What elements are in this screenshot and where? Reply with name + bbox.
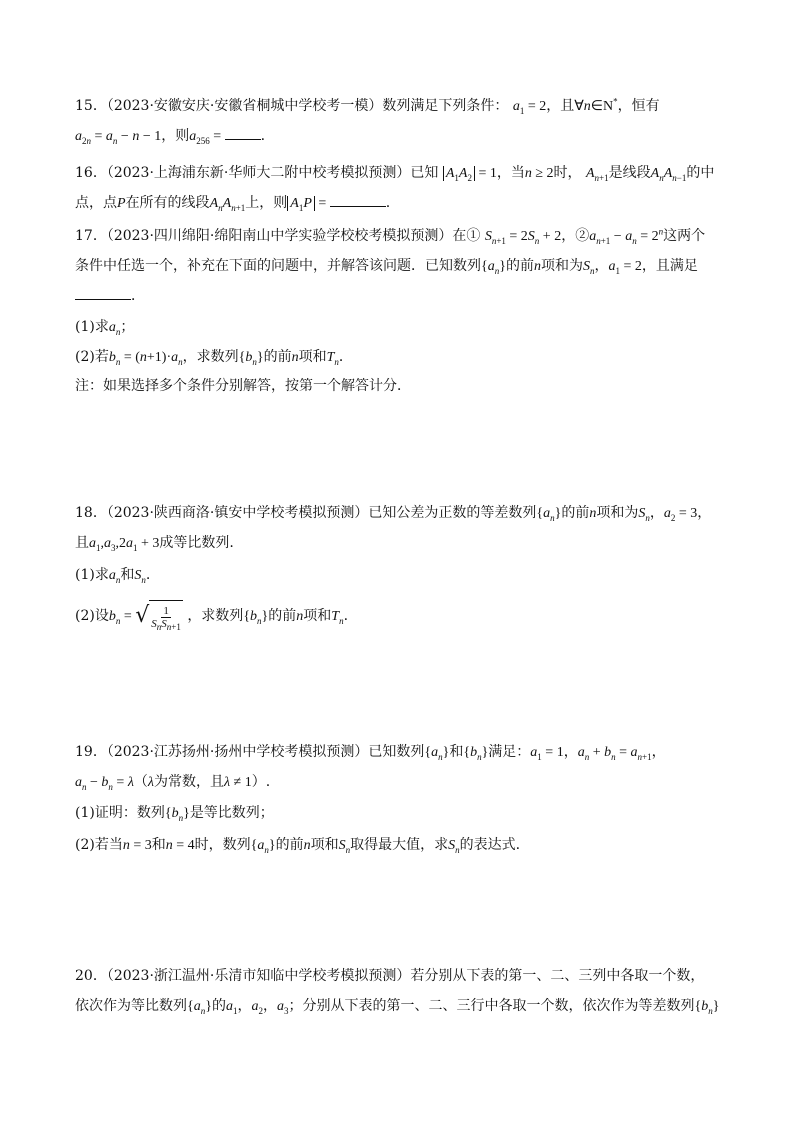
q20-source: （2023·浙江温州·乐清市知临中学校考模拟预测） xyxy=(106,968,411,984)
q17-line-3: ． xyxy=(75,286,734,306)
answer-blank xyxy=(75,287,131,300)
q19-part-2: (2)若当n = 3和n = 4时，数列$\{a_n\}$的前n项和$S_n$取得最大值，求$S_n$的表达式. xyxy=(75,837,521,855)
q15-line-1: 15．（2023·安徽安庆·安徽省桐城中学校考一模）数列满足下列条件： $a_1 = 2$，且∀n∈N*，恒有 xyxy=(75,96,660,116)
sqrt-expression: √ $\frac{1}{S_nS_{n+1}}$ xyxy=(135,600,183,632)
q19-line-1: 19．（2023·江苏扬州·扬州中学校考模拟预测）已知数列$\{a_n\}$和$\{b_n\}$满足：$a_1 = 1$，$a_n + b_n = a_{n+1}$， xyxy=(75,744,666,762)
q18-part-2: (2)设$b_n$ = √ $\frac{1}{S_nS_{n+1}}$ ，求数列$\{b_n\}$的前n项和$T_n$. xyxy=(75,600,734,632)
q20-line-2: 依次作为等比数列$\{a_n\}$的$a_1$，$a_2$，$a_3$；分别从下表的第一、二、三行中各取一个数，依次作为等差数列$\{b_n\}$ xyxy=(75,998,720,1016)
q17-line-1: 17．（2023·四川绵阳·绵阳南山中学实验学校校考模拟预测）在① $S_{n+1} = 2S_n + 2$，$②a_{n+1} - a_n = 2^n$这两个 xyxy=(75,226,706,246)
q15-line-2: $a_{2n} = a_n - n - 1$，则$a_{256}$ = . xyxy=(75,128,266,146)
q15-number: 15． xyxy=(75,98,107,114)
q16-number: 16． xyxy=(75,165,107,181)
q17-part-2: (2)若$b_n = (n+1)\cdot a_n$，求数列$\{b_n\}$的前n项和$T_n$． xyxy=(75,349,353,367)
q19-line-2: $a_n - b_n = \lambda(\lambda$为常数，且λ ≠ 1）. xyxy=(75,774,271,792)
q17-number: 17． xyxy=(75,228,107,244)
q15-source: （2023·安徽安庆·安徽省桐城中学校考一模） xyxy=(106,98,383,114)
answer-blank xyxy=(330,194,386,207)
q20-line-1: 20．（2023·浙江温州·乐清市知临中学校考模拟预测）若分别从下表的第一、二、三列中各取一个数， xyxy=(75,968,705,984)
q19-number: 19． xyxy=(75,744,107,760)
q18-line-2: 且$a_1,a_3,2a_1 + 3$成等比数列. xyxy=(75,535,234,553)
q19-source: （2023·江苏扬州·扬州中学校考模拟预测） xyxy=(106,744,369,760)
q19-part-1: (1)证明：数列$\{b_n\}$是等比数列； xyxy=(75,805,274,823)
q18-line-1: 18．（2023·陕西商洛·镇安中学校考模拟预测）已知公差为正数的等差数列$\{a_n\}$的前n项和为$S_n$，$a_2 = 3$， xyxy=(75,505,712,523)
q17-note: 注：如果选择多个条件分别解答，按第一个解答计分． xyxy=(75,378,411,394)
q16-line-2: 点，点P在所有的线段$A_nA_{n+1}$上，则 $A_1P$ = . xyxy=(75,195,391,213)
q16-line-1: 16．（2023·上海浦东新·华师大二附中校考模拟预测）已知 $A_1A_2 = 1$，当n ≥ 2时， $A_{n+1}$是线段$A_nA_{n-1}$的中 xyxy=(75,165,715,183)
q18-source: （2023·陕西商洛·镇安中学校考模拟预测） xyxy=(106,505,369,521)
answer-blank xyxy=(225,127,261,140)
q18-part-1: (1)求$a_n$和$S_n$. xyxy=(75,567,151,585)
q18-number: 18． xyxy=(75,505,107,521)
q17-source: （2023·四川绵阳·绵阳南山中学实验学校校考模拟预测） xyxy=(106,228,453,244)
q17-line-2: 条件中任选一个，补充在下面的问题中，并解答该问题．已知数列$\{a_n\}$的前n项和为$S_n$，$a_1 = 2$，且满足 xyxy=(75,258,698,276)
q20-number: 20． xyxy=(75,968,107,984)
q17-part-1: (1)求$a_n$； xyxy=(75,319,135,337)
q16-source: （2023·上海浦东新·华师大二附中校考模拟预测） xyxy=(106,165,411,181)
